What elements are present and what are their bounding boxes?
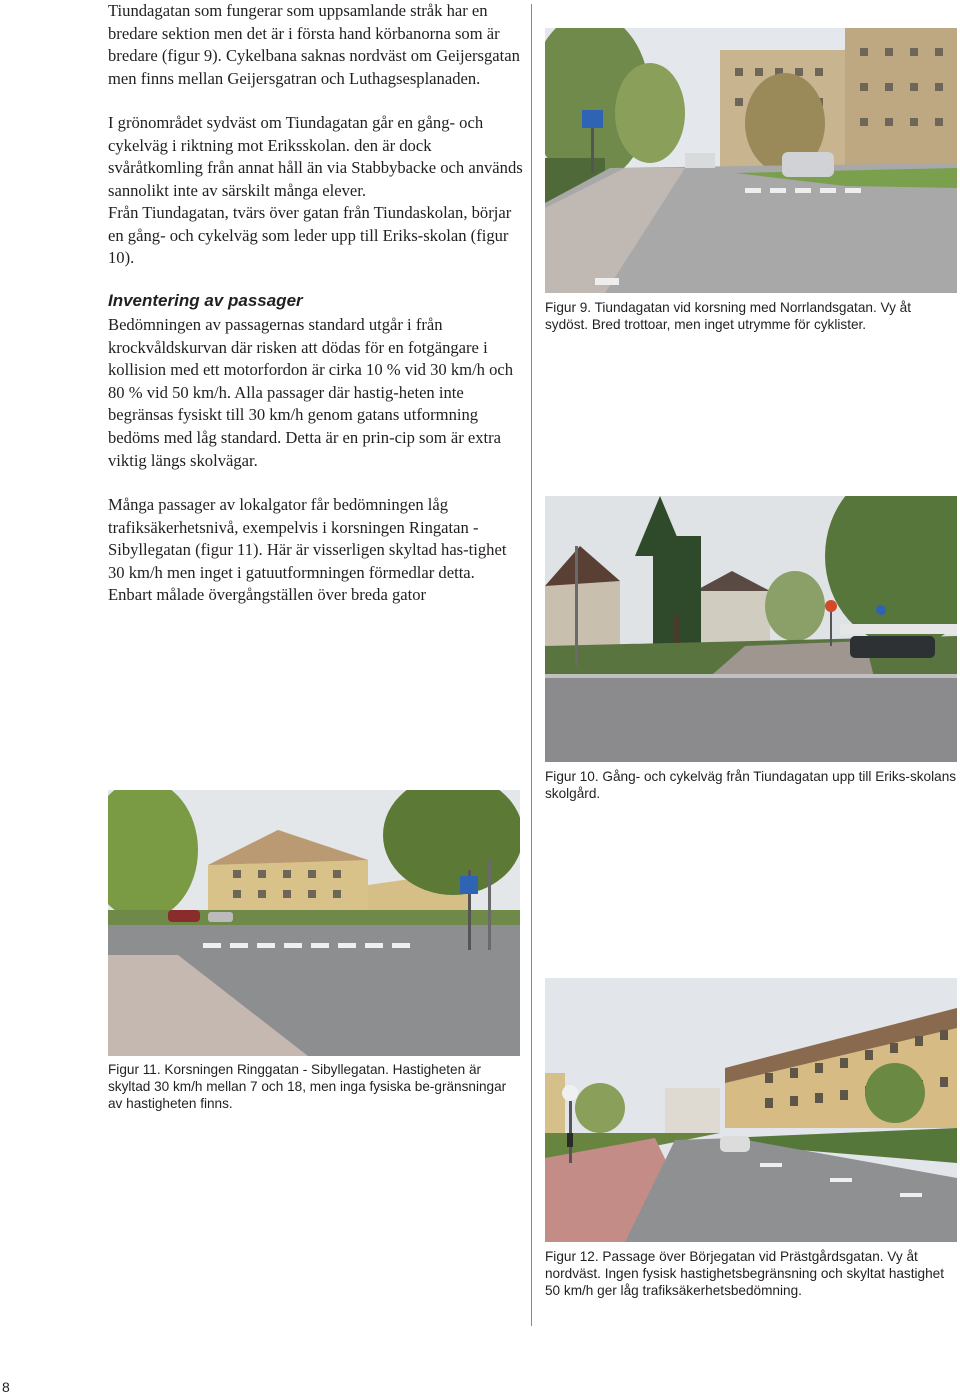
section-heading: Inventering av passager — [108, 291, 303, 310]
figure-10-photo — [545, 496, 957, 762]
column-divider — [531, 4, 532, 1326]
figure-9-caption: Figur 9. Tiundagatan vid korsning med Norrlandsgatan. Vy åt sydöst. Bred trottoar, men inget utrymme för cyklister. — [545, 300, 911, 332]
figure-10-caption: Figur 10. Gång- och cykelväg från Tiundagatan upp till Eriks-skolans skolgård. — [545, 769, 957, 801]
paragraph-gang-cykelvag: Från Tiundagatan, tvärs över gatan från Tiundaskolan, börjar en gång- och cykelväg som leder upp till Eriks-skolan (figur 10). — [108, 203, 512, 268]
figure-12-photo — [545, 978, 957, 1242]
paragraph-gronomradet: I grönområdet sydväst om Tiundagatan går en gång- och cykelväg i riktning mot Eriksskolan. den är dock svåråtkomling från annat håll än via Stabbybacke och används sannolikt inte av särskilt många elever. — [108, 113, 523, 200]
figure-11-caption: Figur 11. Korsningen Ringgatan - Sibyllegatan. Hastigheten är skyltad 30 km/h mellan 7 och 18, men inga fysiska be-gränsningar av hastigheten finns. — [108, 1062, 507, 1111]
figure-9-photo — [545, 28, 957, 293]
paragraph-tiundagatan: Tiundagatan som fungerar som uppsamlande stråk har en bredare sektion men det är i första hand körbanorna som är bredare (figur 9). Cykelbana saknas nordväst om Geijersgatan men finns mellan Geijersgatran och Luthagsesplanaden. — [108, 1, 520, 88]
page-number: 8 — [2, 1379, 10, 1395]
paragraph-manga-passager: Många passager av lokalgator får bedömningen låg trafiksäkerhetsnivå, exempelvis i korsningen Ringatan - Sibyllegatan (figur 11). Här är visserligen skyltad has-tighet 30 km/h men inget i gatuutformningen förmedlar detta. Enbart målade övergångställen över breda gator — [108, 495, 507, 605]
figure-11-photo — [108, 790, 520, 1056]
figure-12-caption: Figur 12. Passage över Börjegatan vid Prästgårdsgatan. Vy åt nordväst. Ingen fysisk hastighetsbegränsning och skyltat hastighet 50 km/h ger låg trafiksäkerhetsbedömning. — [545, 1249, 944, 1298]
paragraph-bedomning: Bedömningen av passagernas standard utgår i från krockvåldskurvan där risken att dödas för en fotgängare i kollision med ett motorfordon är cirka 10 % vid 30 km/h och 80 % vid 50 km/h. Alla passager där hastig-heten inte begränsas fysiskt till 30 km/h genom gatans utformning bedöms med låg standard. Detta är en prin-cip som är extra viktig längs skolvägar. — [108, 315, 514, 470]
